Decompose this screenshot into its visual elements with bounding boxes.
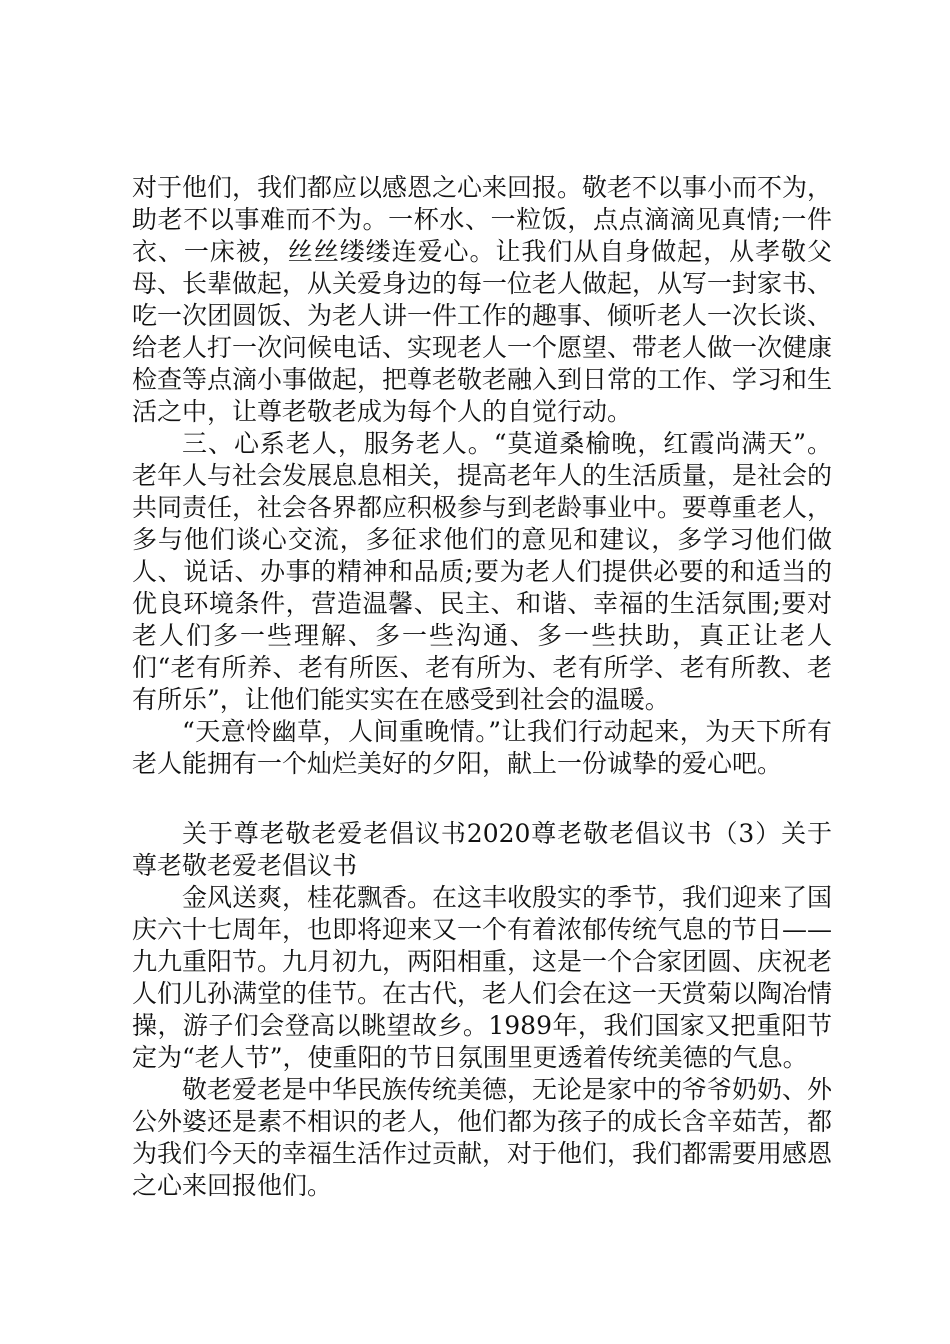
paragraph-care-for-elderly: 三、心系老人，服务老人。“莫道桑榆晚，红霞尚满天”。老年人与社会发展息息相关，提高老年人的生活质量，是社会的共同责任，社会各界都应积极参与到老龄事业中。要尊重老人，多与他们谈心交流，多征求他们的意见和建议，多学习他们做人、说话、办事的精神和品质;要为老人们提供必要的和适当的优良环境条件，营造温馨、民主、和谐、幸福的生活氛围;要对老人们多一些理解、多一些沟通、多一些扶助，真正让老人们“老有所养、老有所医、老有所为、老有所学、老有所教、老有所乐”，让他们能实实在在感受到社会的温暖。 — [132, 429, 833, 714]
paragraph-gratitude: 对于他们，我们都应以感恩之心来回报。敬老不以事小而不为，助老不以事难而不为。一杯水、一粒饭，点点滴滴见真情;一件衣、一床被，丝丝缕缕连爱心。让我们从自身做起，从孝敬父母、长辈做起，从关爱身边的每一位老人做起，从写一封家书、吃一次团圆饭、为老人讲一件工作的趣事、倾听老人一次长谈、给老人打一次问候电话、实现老人一个愿望、带老人做一次健康检查等点滴小事做起，把尊老敬老融入到日常的工作、学习和生活之中，让尊老敬老成为每个人的自觉行动。 — [132, 173, 833, 426]
paragraph-respect-elders: 敬老爱老是中华民族传统美德，无论是家中的爷爷奶奶、外公外婆还是素不相识的老人，他们都为孩子的成长含辛茹苦，都为我们今天的幸福生活作过贡献，对于他们，我们都需要用感恩之心来回报他们。 — [132, 1075, 833, 1200]
section-heading: 关于尊老敬老爱老倡议书2020尊老敬老倡议书（3）关于尊老敬老爱老倡议书 — [132, 819, 832, 880]
paragraph-closing-call: “天意怜幽草，人间重晚情。”让我们行动起来，为天下所有老人能拥有一个灿烂美好的夕阳，献上一份诚挚的爱心吧。 — [132, 717, 832, 778]
paragraph-double-ninth-festival: 金风送爽，桂花飘香。在这丰收殷实的季节，我们迎来了国庆六十七周年，也即将迎来又一个有着浓郁传统气息的节日——九九重阳节。九月初九，两阳相重，这是一个合家团圆、庆祝老人们儿孙满堂的佳节。在古代，老人们会在这一天赏菊以陶冶情操，游子们会登高以眺望故乡。1989年，我们国家又把重阳节定为“老人节”，使重阳的节日氛围里更透着传统美德的气息。 — [132, 883, 833, 1072]
section-spacer — [132, 780, 832, 818]
document-page — [132, 172, 832, 1202]
